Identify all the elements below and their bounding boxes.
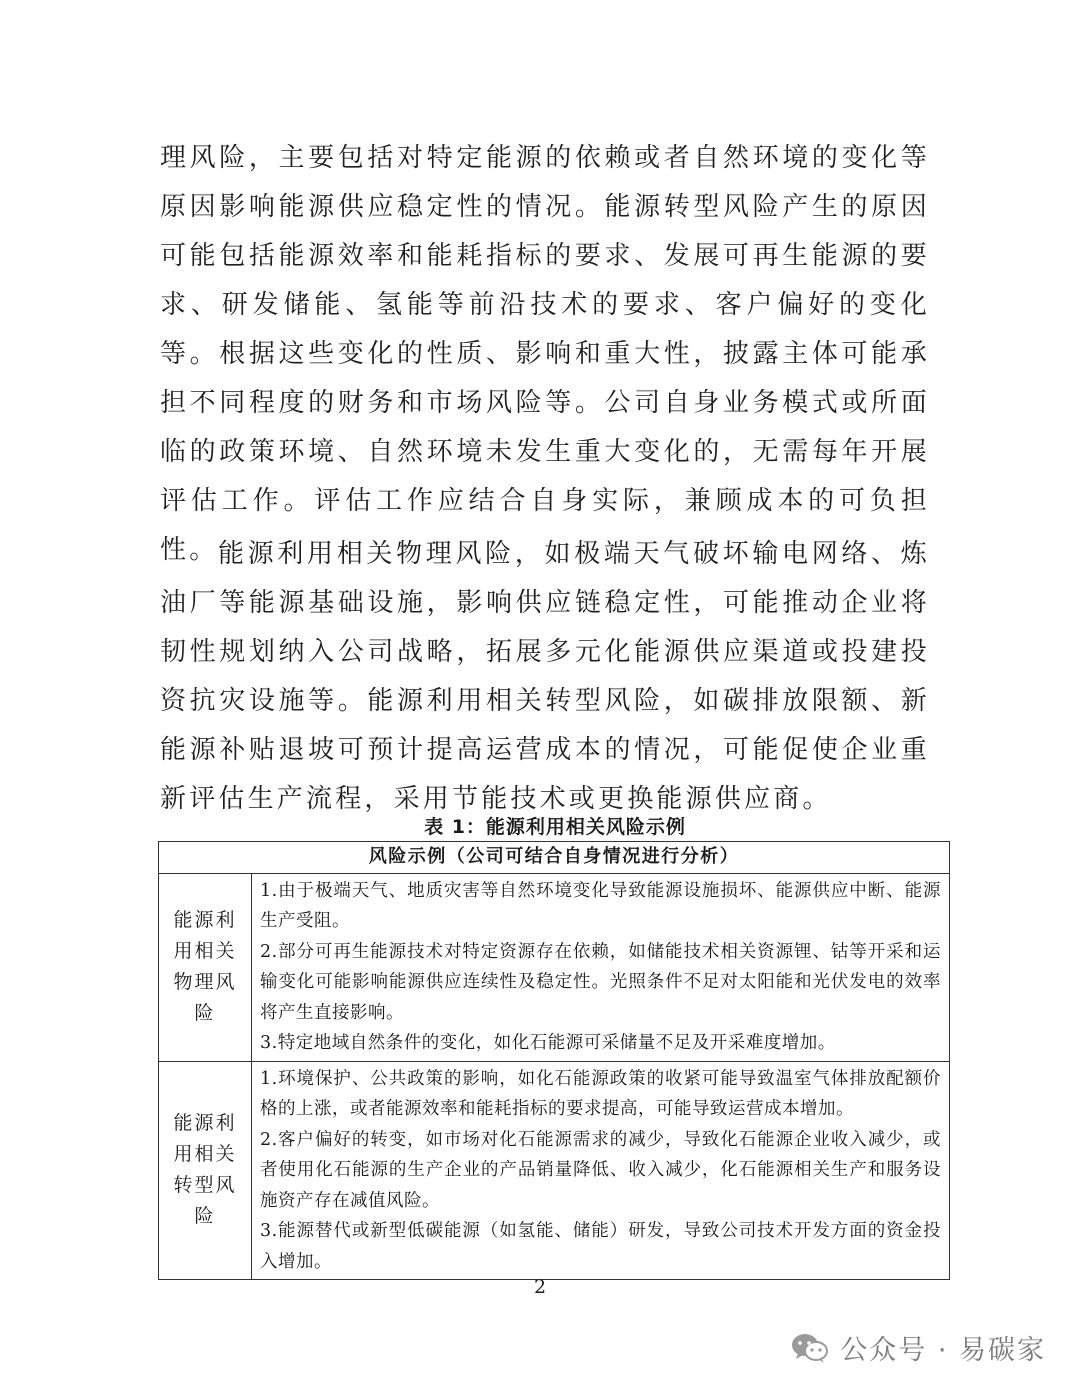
category-label: 能源利用相关物理风险 bbox=[173, 909, 237, 1024]
category-label: 能源利用相关转型风险 bbox=[173, 1112, 237, 1228]
risk-item: 2.部分可再生能源技术对特定资源存在依赖，如储能技术相关资源锂、钴等开采和运输变化可能影响能源供应连续性及稳定性。光照条件不足对太阳能和光伏发电的效率将产生直接影响。 bbox=[260, 941, 941, 1023]
risk-item: 1.由于极端天气、地质灾害等自然环境变化导致能源设施损坏、能源供应中断、能源生产受阻。 bbox=[260, 880, 941, 931]
category-cell bbox=[159, 873, 252, 1061]
body-paragraph-1: 理风险，主要包括对特定能源的依赖或者自然环境的变化等原因影响能源供应稳定性的情况。能源转型风险产生的原因可能包括能源效率和能耗指标的要求、发展可再生能源的要求、研发储能、氢能等前沿技术的要求、客户偏好的变化等。根据这些变化的性质、影响和重大性，披露主体可能承担不同程度的财务和市场风险等。公司自身业务模式或所面临的政策环境、自然环境未发生重大变化的，无需每年开展评估工作。评估工作应结合自身实际，兼顾成本的可负担性。 bbox=[160, 143, 930, 565]
content-cell bbox=[252, 873, 950, 1061]
risk-item: 3.能源替代或新型低碳能源（如氢能、储能）研发，导致公司技术开发方面的资金投入增加。 bbox=[260, 1221, 941, 1272]
wechat-icon bbox=[790, 1331, 830, 1365]
risk-table bbox=[158, 841, 950, 1280]
table-header-row bbox=[159, 842, 950, 874]
risk-item: 3.特定地域自然条件的变化，如化石能源可采储量不足及开采难度增加。 bbox=[260, 1033, 836, 1053]
table-caption: 表 1：能源利用相关风险示例 bbox=[424, 816, 686, 838]
body-paragraph-2: 能源利用相关物理风险，如极端天气破坏输电网络、炼油厂等能源基础设施，影响供应链稳定性，可能推动企业将韧性规划纳入公司战略，拓展多元化能源供应渠道或投建投资抗灾设施等。能源利用相关转型风险，如碳排放限额、新能源补贴退坡可预计提高运营成本的情况，可能促使企业重新评估生产流程，采用节能技术或更换能源供应商。 bbox=[160, 539, 930, 814]
table-header: 风险示例（公司可结合自身情况进行分析） bbox=[159, 842, 950, 874]
table-row bbox=[159, 1061, 950, 1280]
risk-item: 1.环境保护、公共政策的影响，如化石能源政策的收紧可能导致温室气体排放配额价格的上涨，或者能源效率和能耗指标的要求提高，可能导致运营成本增加。 bbox=[260, 1068, 941, 1119]
risk-item: 2.客户偏好的转变，如市场对化石能源需求的减少，导致化石能源企业收入减少，或者使用化石能源的生产企业的产品销量降低、收入减少，化石能源相关生产和服务设施资产存在减值风险。 bbox=[260, 1129, 941, 1211]
page-number: 2 bbox=[533, 1276, 547, 1298]
table-row bbox=[159, 873, 950, 1061]
content-cell bbox=[252, 1061, 950, 1280]
watermark-text: 公众号 · 易碳家 bbox=[840, 1335, 1046, 1366]
category-cell bbox=[159, 1061, 252, 1280]
watermark bbox=[790, 1328, 1046, 1367]
